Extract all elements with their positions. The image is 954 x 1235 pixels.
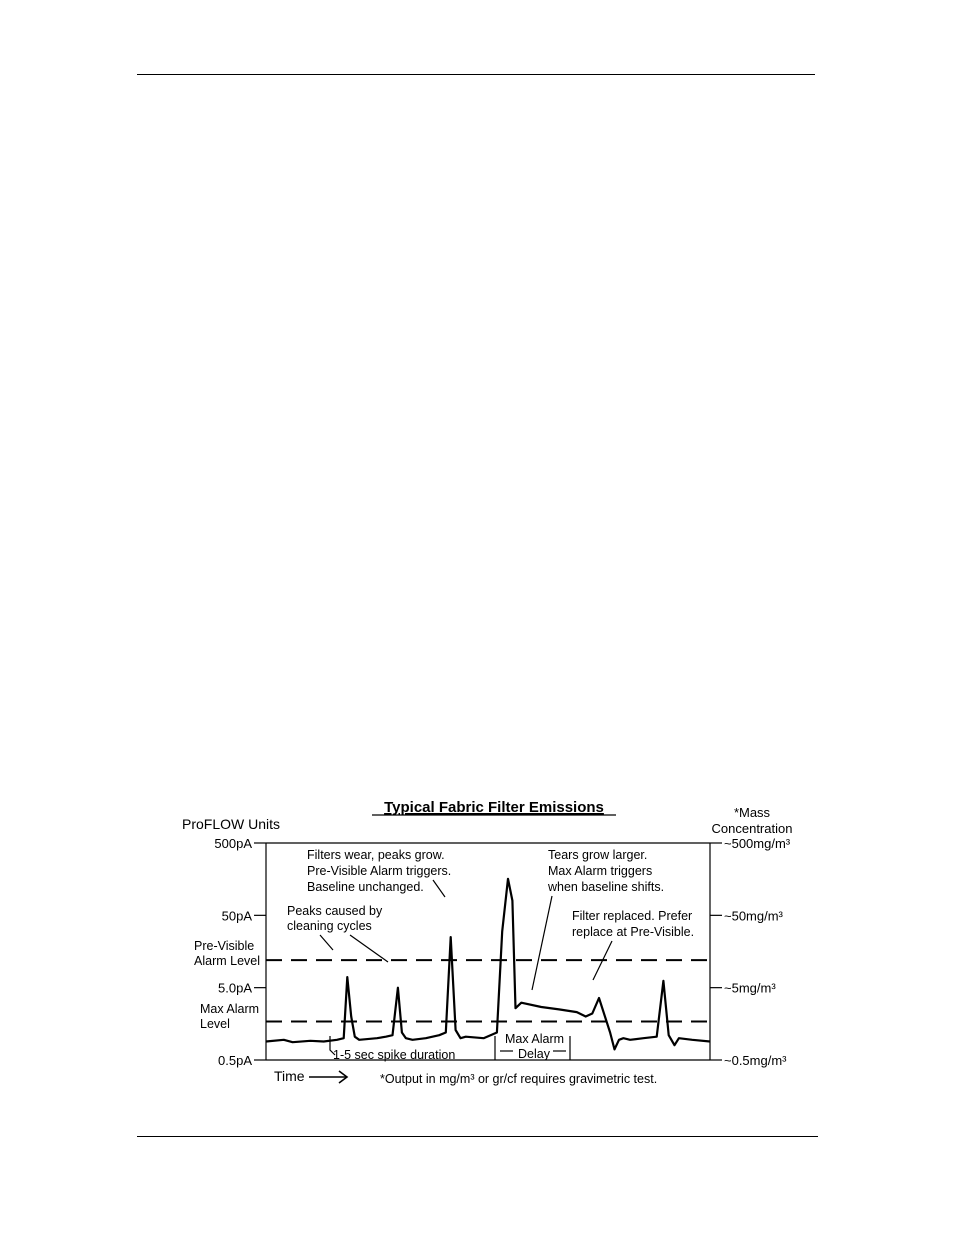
annotation-spike-duration bbox=[330, 1036, 455, 1062]
y-right-axis-title-line2: Concentration bbox=[711, 821, 793, 836]
chart-title: Typical Fabric Filter Emissions bbox=[384, 799, 604, 816]
y-right-ticks bbox=[710, 836, 791, 1068]
annotation-replaced bbox=[572, 909, 694, 980]
y-right-tick-label: ~50mg/m³ bbox=[724, 908, 783, 924]
annotation-delay-line2: Delay bbox=[518, 1047, 550, 1061]
annotation-tears-line2: Max Alarm triggers bbox=[548, 864, 653, 878]
annotation-cleaning-leader-1 bbox=[320, 935, 333, 950]
y-left-tick-label: 50pA bbox=[221, 908, 252, 924]
x-axis-title: Time bbox=[274, 1068, 305, 1084]
annotation-wear-leader bbox=[433, 880, 445, 897]
annotation-delay bbox=[495, 1032, 570, 1061]
annotation-wear bbox=[307, 848, 451, 897]
annotation-wear-line1: Filters wear, peaks grow. bbox=[307, 848, 445, 862]
annotation-replaced-line1: Filter replaced. Prefer bbox=[572, 909, 693, 923]
annotation-replaced-line2: replace at Pre-Visible. bbox=[572, 925, 695, 939]
pre-visible-label-line2: Alarm Level bbox=[194, 954, 260, 968]
pre-visible-label-line1: Pre-Visible bbox=[194, 939, 255, 953]
annotation-tears-line1: Tears grow larger. bbox=[548, 848, 648, 862]
annotation-spike-duration-text: 1-5 sec spike duration bbox=[333, 1048, 456, 1062]
annotation-cleaning-line1: Peaks caused by bbox=[287, 904, 383, 918]
annotation-wear-line2: Pre-Visible Alarm triggers. bbox=[307, 864, 452, 878]
footnote: *Output in mg/m³ or gr/cf requires gravimetric test. bbox=[380, 1072, 658, 1086]
annotation-tears-leader bbox=[532, 896, 552, 990]
y-right-tick-label: ~0.5mg/m³ bbox=[724, 1053, 787, 1068]
annotation-cleaning bbox=[287, 904, 388, 962]
y-right-tick-label: ~500mg/m³ bbox=[724, 836, 791, 851]
annotation-cleaning-line2: cleaning cycles bbox=[287, 919, 372, 933]
annotation-tears-line3: when baseline shifts. bbox=[548, 880, 665, 894]
y-left-tick-label: 0.5pA bbox=[218, 1053, 252, 1068]
max-alarm-label-line1: Max Alarm bbox=[200, 1002, 260, 1016]
y-left-tick-label: 500pA bbox=[214, 836, 252, 851]
y-right-axis-title-line1: *Mass bbox=[733, 805, 771, 820]
y-left-axis-title: ProFLOW Units bbox=[182, 816, 281, 832]
annotation-wear-line3: Baseline unchanged. bbox=[307, 880, 424, 894]
y-right-tick-label: ~5mg/m³ bbox=[724, 980, 776, 996]
annotation-delay-line1: Max Alarm bbox=[505, 1032, 565, 1046]
y-left-tick-label: 5.0pA bbox=[218, 980, 252, 996]
annotation-cleaning-leader-2 bbox=[350, 935, 388, 962]
max-alarm-label-line2: Level bbox=[200, 1017, 230, 1031]
